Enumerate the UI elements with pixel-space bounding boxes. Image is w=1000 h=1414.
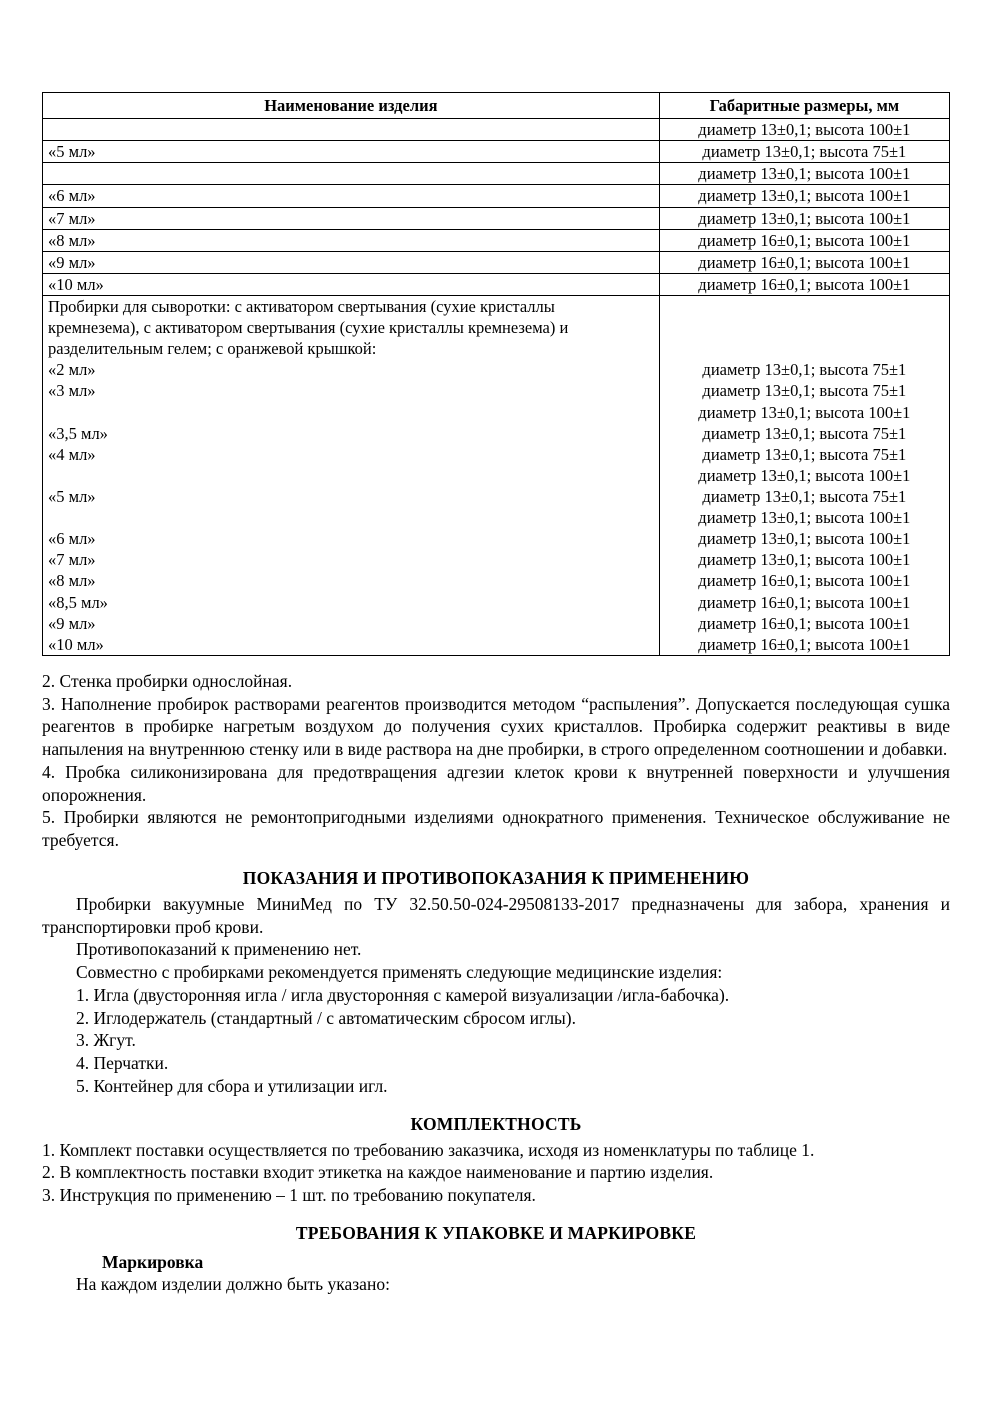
group-item-dim-4-0: диаметр 13±0,1; высота 75±1	[702, 486, 907, 506]
cell-dimensions: диаметр 16±0,1; высота 100±1	[659, 229, 949, 251]
group-item-dim-5-0: диаметр 13±0,1; высота 100±1	[698, 529, 911, 549]
table-row	[43, 229, 950, 251]
cell-product-name: «8 мл»	[43, 229, 660, 251]
group-item-name-6: «7 мл»	[48, 550, 96, 570]
table-group-row	[43, 295, 950, 655]
completeness-paragraph-2: 2. В комплектность поставки входит этикетка на каждое наименование и партию изделия.	[42, 1162, 714, 1183]
cell-dimensions: диаметр 13±0,1; высота 100±1	[659, 163, 949, 185]
cell-dimensions: диаметр 13±0,1; высота 100±1	[659, 119, 949, 141]
cell-dimensions: диаметр 16±0,1; высота 100±1	[659, 251, 949, 273]
packaging-paragraph-1: На каждом изделии должно быть указано:	[76, 1273, 390, 1294]
group-item-name-9: «9 мл»	[48, 613, 96, 633]
group-title-line-2: кремнезема), с активатором свертывания (сухие кристаллы кремнезема) и	[48, 318, 569, 338]
completeness-paragraph-3: 3. Инструкция по применению – 1 шт. по требованию покупателя.	[42, 1185, 536, 1206]
group-item-name-7: «8 мл»	[48, 571, 96, 591]
group-item-dim-9-0: диаметр 16±0,1; высота 100±1	[698, 613, 911, 633]
cell-dimensions: диаметр 13±0,1; высота 100±1	[659, 207, 949, 229]
table-row	[43, 163, 950, 185]
list-item: 4. Перчатки.	[76, 1053, 169, 1074]
dim-spacer-b	[665, 317, 944, 338]
group-item-dim-0-0: диаметр 13±0,1; высота 75±1	[702, 360, 907, 380]
subsection-title-marking: Маркировка	[102, 1251, 204, 1272]
group-item-name-2: «3,5 мл»	[48, 423, 108, 443]
group-item-dim-1-0: диаметр 13±0,1; высота 75±1	[702, 381, 907, 401]
group-item-name-8: «8,5 мл»	[48, 592, 108, 612]
specification-table	[42, 92, 950, 656]
dim-spacer-a	[665, 296, 944, 317]
table-row	[43, 185, 950, 207]
group-item-spacer-1	[48, 402, 654, 423]
group-title-line-3: разделительным гелем; с оранжевой крышкой:	[48, 339, 377, 359]
group-item-dim-3-0: диаметр 13±0,1; высота 75±1	[702, 444, 907, 464]
document-page	[42, 92, 950, 1296]
group-item-dim-2-0: диаметр 13±0,1; высота 75±1	[702, 423, 907, 443]
group-item-dim-4-1: диаметр 13±0,1; высота 100±1	[698, 508, 911, 528]
cell-product-name	[43, 163, 660, 185]
list-item: 2. Иглодержатель (стандартный / с автоматическим сбросом иглы).	[76, 1007, 577, 1028]
paragraph-4: 4. Пробка силиконизирована для предотвращения адгезии клеток крови к внутренней поверхности и улучшения опорожнения.	[42, 761, 950, 805]
paragraph-2: 2. Стенка пробирки однослойная.	[42, 670, 293, 691]
cell-group-dimensions	[659, 295, 949, 655]
section-title-indications: ПОКАЗАНИЯ И ПРОТИВОПОКАЗАНИЯ К ПРИМЕНЕНИЮ	[242, 867, 750, 888]
dim-spacer-c	[665, 338, 944, 359]
group-item-name-0: «2 мл»	[48, 360, 96, 380]
cell-dimensions: диаметр 13±0,1; высота 75±1	[659, 141, 949, 163]
table-row	[43, 207, 950, 229]
table-row	[43, 119, 950, 141]
cell-product-name: «5 мл»	[43, 141, 660, 163]
cell-group-title	[43, 295, 660, 655]
column-header-name: Наименование изделия	[43, 93, 660, 119]
column-header-dimensions: Габаритные размеры, мм	[659, 93, 949, 119]
cell-dimensions: диаметр 16±0,1; высота 100±1	[659, 273, 949, 295]
group-item-spacer-3	[48, 465, 654, 486]
group-item-dim-10-0: диаметр 16±0,1; высота 100±1	[698, 634, 911, 654]
group-title-line-1: Пробирки для сыворотки: с активатором свертывания (сухие кристаллы	[48, 296, 555, 316]
cell-product-name	[43, 119, 660, 141]
indications-paragraph-1: Пробирки вакуумные МиниМед по ТУ 32.50.50-024-29508133-2017 предназначены для забора, хранения и транспортировки проб крови.	[42, 893, 950, 937]
paragraph-3: 3. Наполнение пробирок растворами реагентов производится методом “распыления”. Допускается последующая сушка реагентов в пробирке нагретым воздухом до получения сухих кристаллов. Пробирка содержит реактивы в виде напыления на внутреннюю стенку или в виде раствора на дне пробирки, в строго определенном соотношении и добавки.	[42, 693, 950, 760]
cell-dimensions: диаметр 13±0,1; высота 100±1	[659, 185, 949, 207]
group-item-name-1: «3 мл»	[48, 381, 96, 401]
list-item: 5. Контейнер для сбора и утилизации игл.	[76, 1075, 388, 1096]
table-header-row	[43, 93, 950, 119]
group-item-name-5: «6 мл»	[48, 529, 96, 549]
cell-product-name: «10 мл»	[43, 273, 660, 295]
group-item-dim-3-1: диаметр 13±0,1; высота 100±1	[698, 465, 911, 485]
group-item-name-3: «4 мл»	[48, 444, 96, 464]
group-item-dim-8-0: диаметр 16±0,1; высота 100±1	[698, 592, 911, 612]
table-row	[43, 141, 950, 163]
list-item: 1. Игла (двусторонняя игла / игла двусторонняя с камерой визуализации /игла-бабочка).	[76, 984, 730, 1005]
group-item-name-10: «10 мл»	[48, 634, 104, 654]
indications-device-list	[42, 984, 950, 1098]
indications-paragraph-2: Противопоказаний к применению нет.	[76, 939, 362, 960]
group-item-name-4: «5 мл»	[48, 486, 96, 506]
table-row	[43, 273, 950, 295]
list-item: 3. Жгут.	[76, 1030, 136, 1051]
cell-product-name: «6 мл»	[43, 185, 660, 207]
paragraph-5: 5. Пробирки являются не ремонтопригодными изделиями однократного применения. Техническое обслуживание не требуется.	[42, 807, 950, 851]
cell-product-name: «7 мл»	[43, 207, 660, 229]
group-item-spacer-4	[48, 507, 654, 528]
group-item-dim-6-0: диаметр 13±0,1; высота 100±1	[698, 550, 911, 570]
cell-product-name: «9 мл»	[43, 251, 660, 273]
table-row	[43, 251, 950, 273]
group-item-dim-7-0: диаметр 16±0,1; высота 100±1	[698, 571, 911, 591]
section-title-packaging: ТРЕБОВАНИЯ К УПАКОВКЕ И МАРКИРОВКЕ	[295, 1222, 697, 1243]
section-title-completeness: КОМПЛЕКТНОСТЬ	[410, 1113, 582, 1134]
completeness-paragraph-1: 1. Комплект поставки осуществляется по требованию заказчика, исходя из номенклатуры по таблице 1.	[42, 1139, 815, 1160]
indications-paragraph-3: Совместно с пробирками рекомендуется применять следующие медицинские изделия:	[76, 962, 723, 983]
group-item-dim-1-1: диаметр 13±0,1; высота 100±1	[698, 402, 911, 422]
